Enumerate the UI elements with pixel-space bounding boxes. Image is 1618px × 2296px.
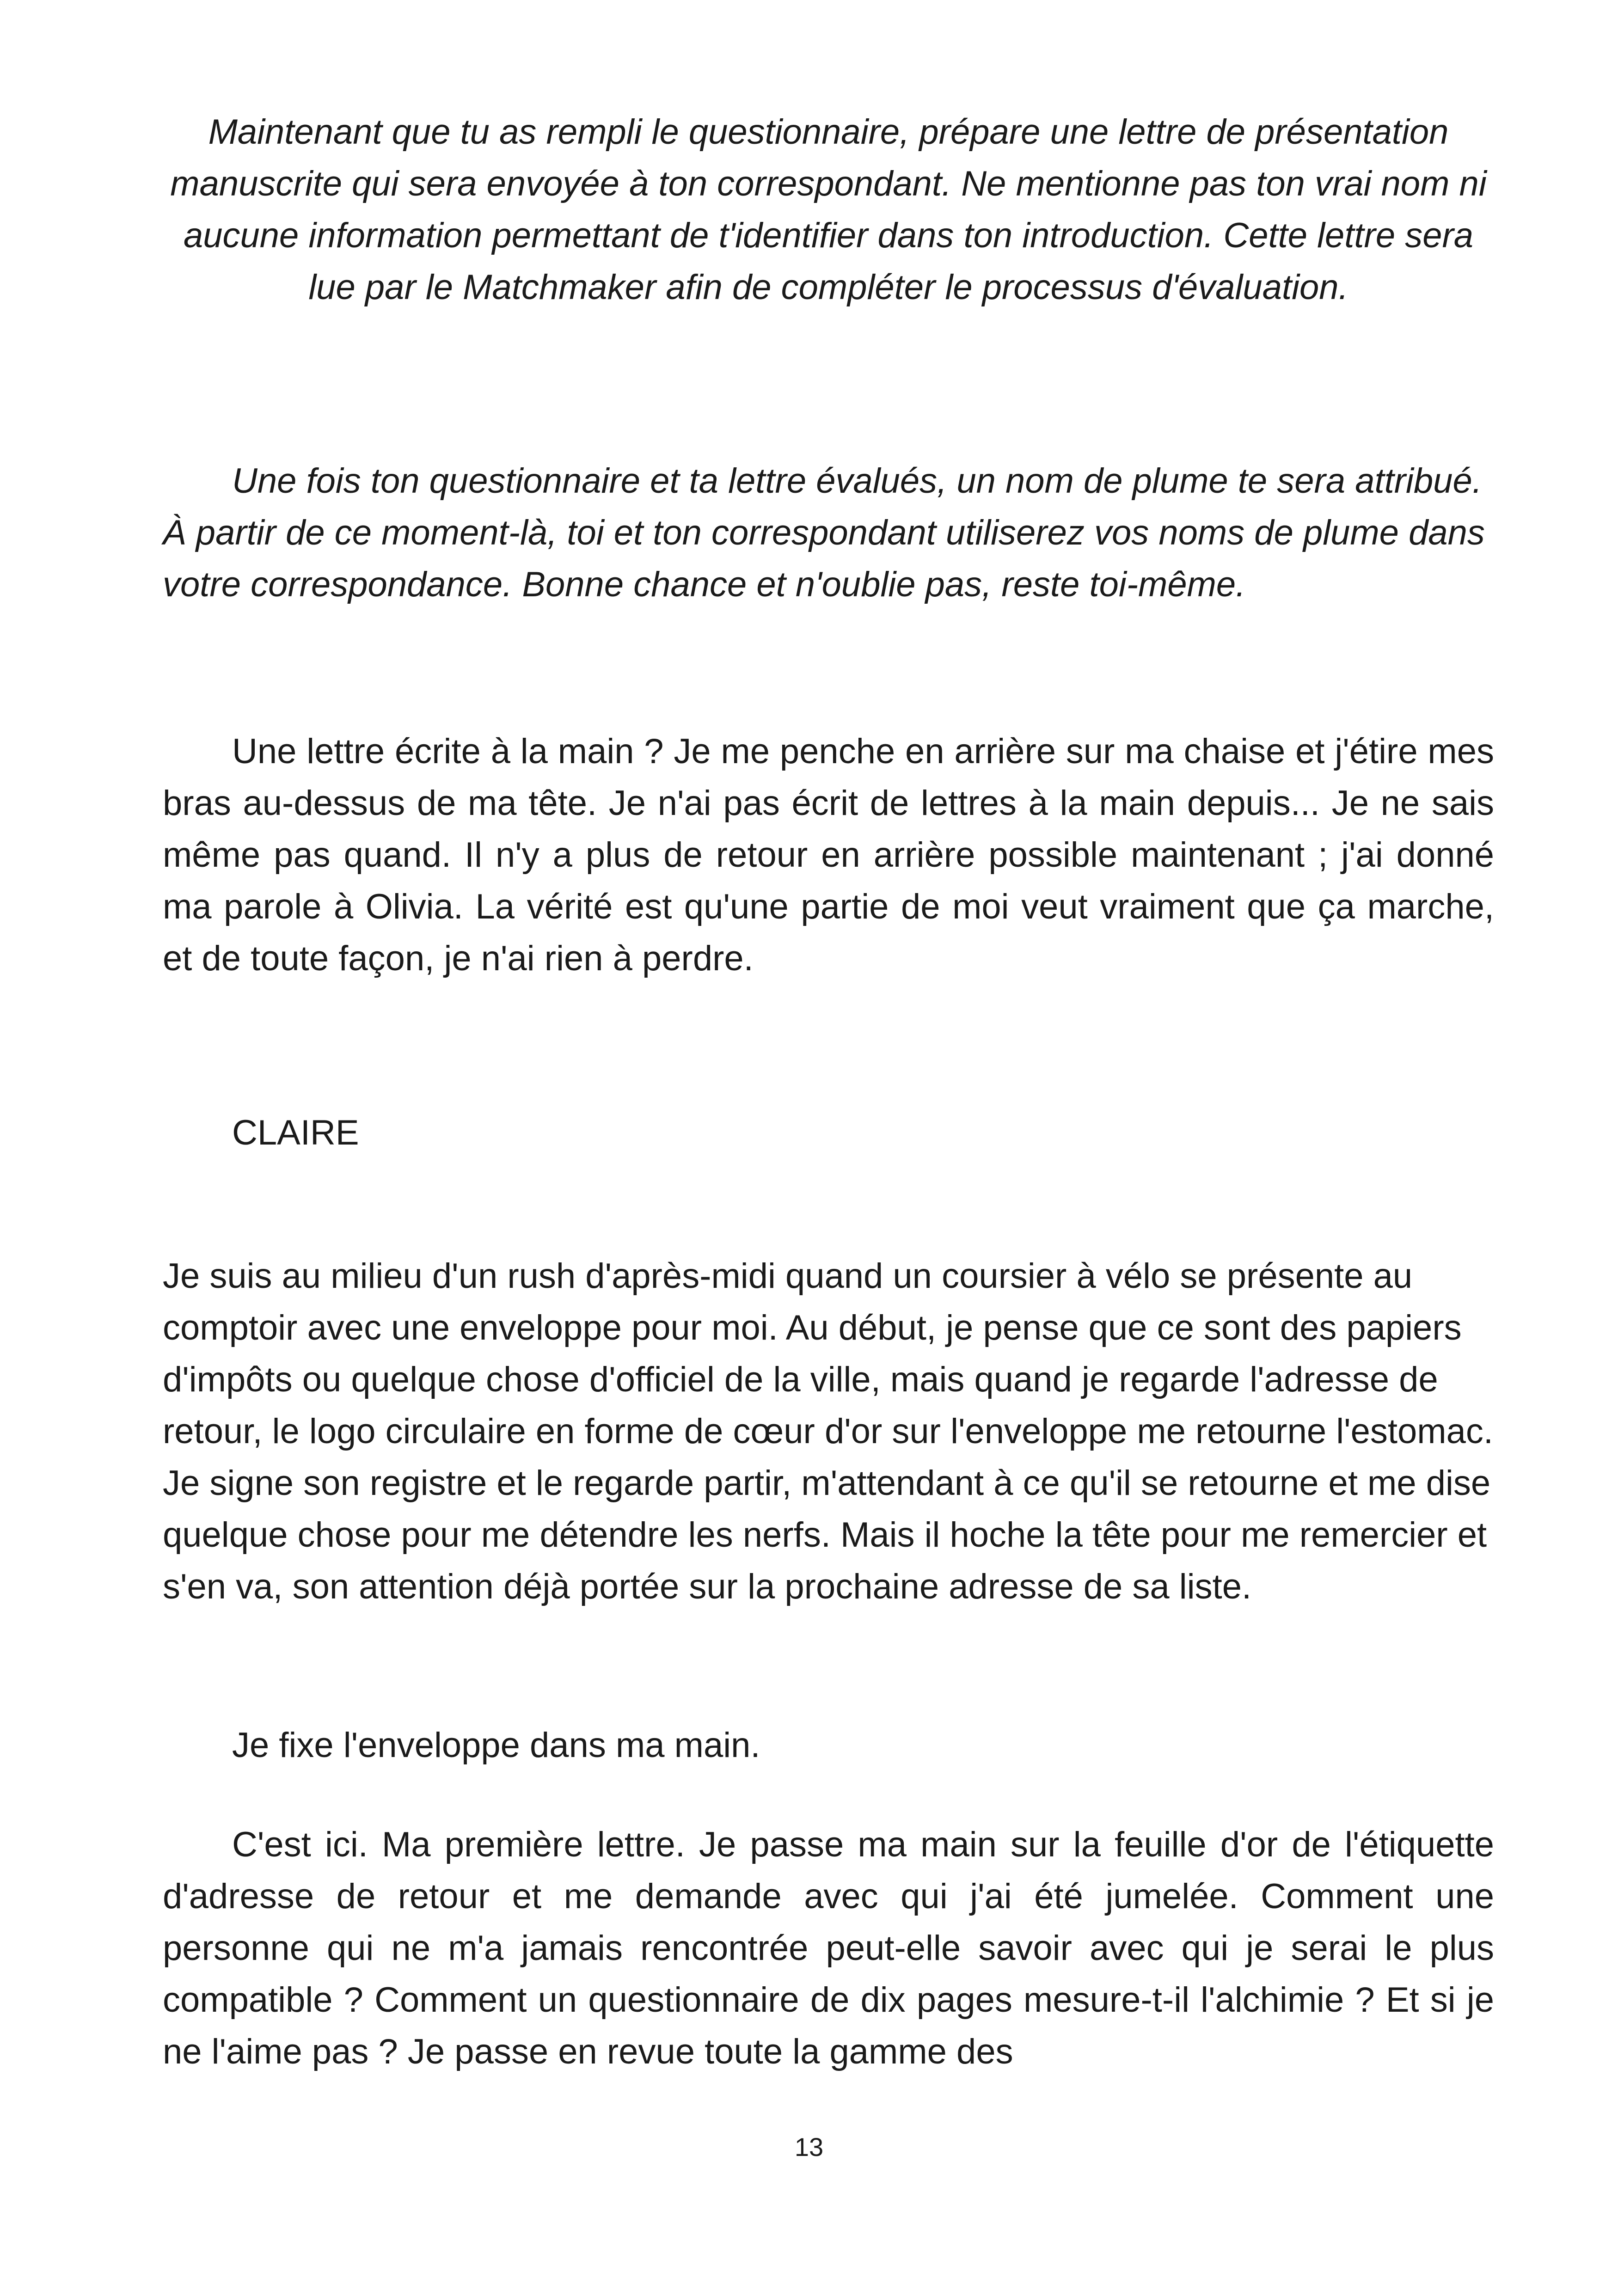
second-italic-paragraph: Une fois ton questionnaire et ta lettre évalués, un nom de plume te sera attribué. À partir de ce moment-là, toi et ton correspondant utiliserez vos noms de plume dans votre correspondance. Bonne chance et n'oublie pas, reste toi-même. (163, 461, 1485, 604)
body-paragraph-2: Je suis au milieu d'un rush d'après-midi quand un coursier à vélo se présente au comptoir avec une enveloppe pour moi. Au début, je pense que ce sont des papiers d'impôts ou quelque chose d'officiel de la ville, mais quand je regarde l'adresse de retour, le logo circulaire en forme de cœur d'or sur l'enveloppe me retourne l'estomac. Je signe son registre et le regarde partir, m'attendant à ce qu'il se retourne et me dise quelque chose pour me détendre les nerfs. Mais il hoche la tête pour me remercier et s'en va, son attention déjà portée sur la prochaine adresse de sa liste. (163, 1256, 1493, 1606)
intro-italic-paragraph: Maintenant que tu as rempli le questionnaire, prépare une lettre de présentation manuscrite qui sera envoyée à ton correspondant. Ne mentionne pas ton vrai nom ni aucune information permettant de t'identifier dans ton introduction. Cette lettre sera lue par le Matchmaker afin de compléter le processus d'évaluation. (170, 112, 1487, 307)
body-paragraph-1: Une lettre écrite à la main ? Je me penche en arrière sur ma chaise et j'étire mes bras au-dessus de ma tête. Je n'ai pas écrit de lettres à la main depuis... Je ne sais même pas quand. Il n'y a plus de retour en arrière possible maintenant ; j'ai donné ma parole à Olivia. La vérité est qu'une partie de moi veut vraiment que ça marche, et de toute façon, je n'ai rien à perdre. (163, 732, 1494, 978)
page-number: 13 (794, 2132, 824, 2161)
body-paragraph-4: C'est ici. Ma première lettre. Je passe ma main sur la feuille d'or de l'étiquette d'adresse de retour et me demande avec qui j'ai été jumelée. Comment une personne qui ne m'a jamais rencontrée peut-elle savoir avec qui je serai le plus compatible ? Comment un questionnaire de dix pages mesure-t-il l'alchimie ? Et si je ne l'aime pas ? Je passe en revue toute la gamme des (163, 1825, 1494, 2071)
section-heading: CLAIRE (232, 1113, 359, 1152)
body-paragraph-3: Je fixe l'enveloppe dans ma main. (232, 1726, 760, 1765)
